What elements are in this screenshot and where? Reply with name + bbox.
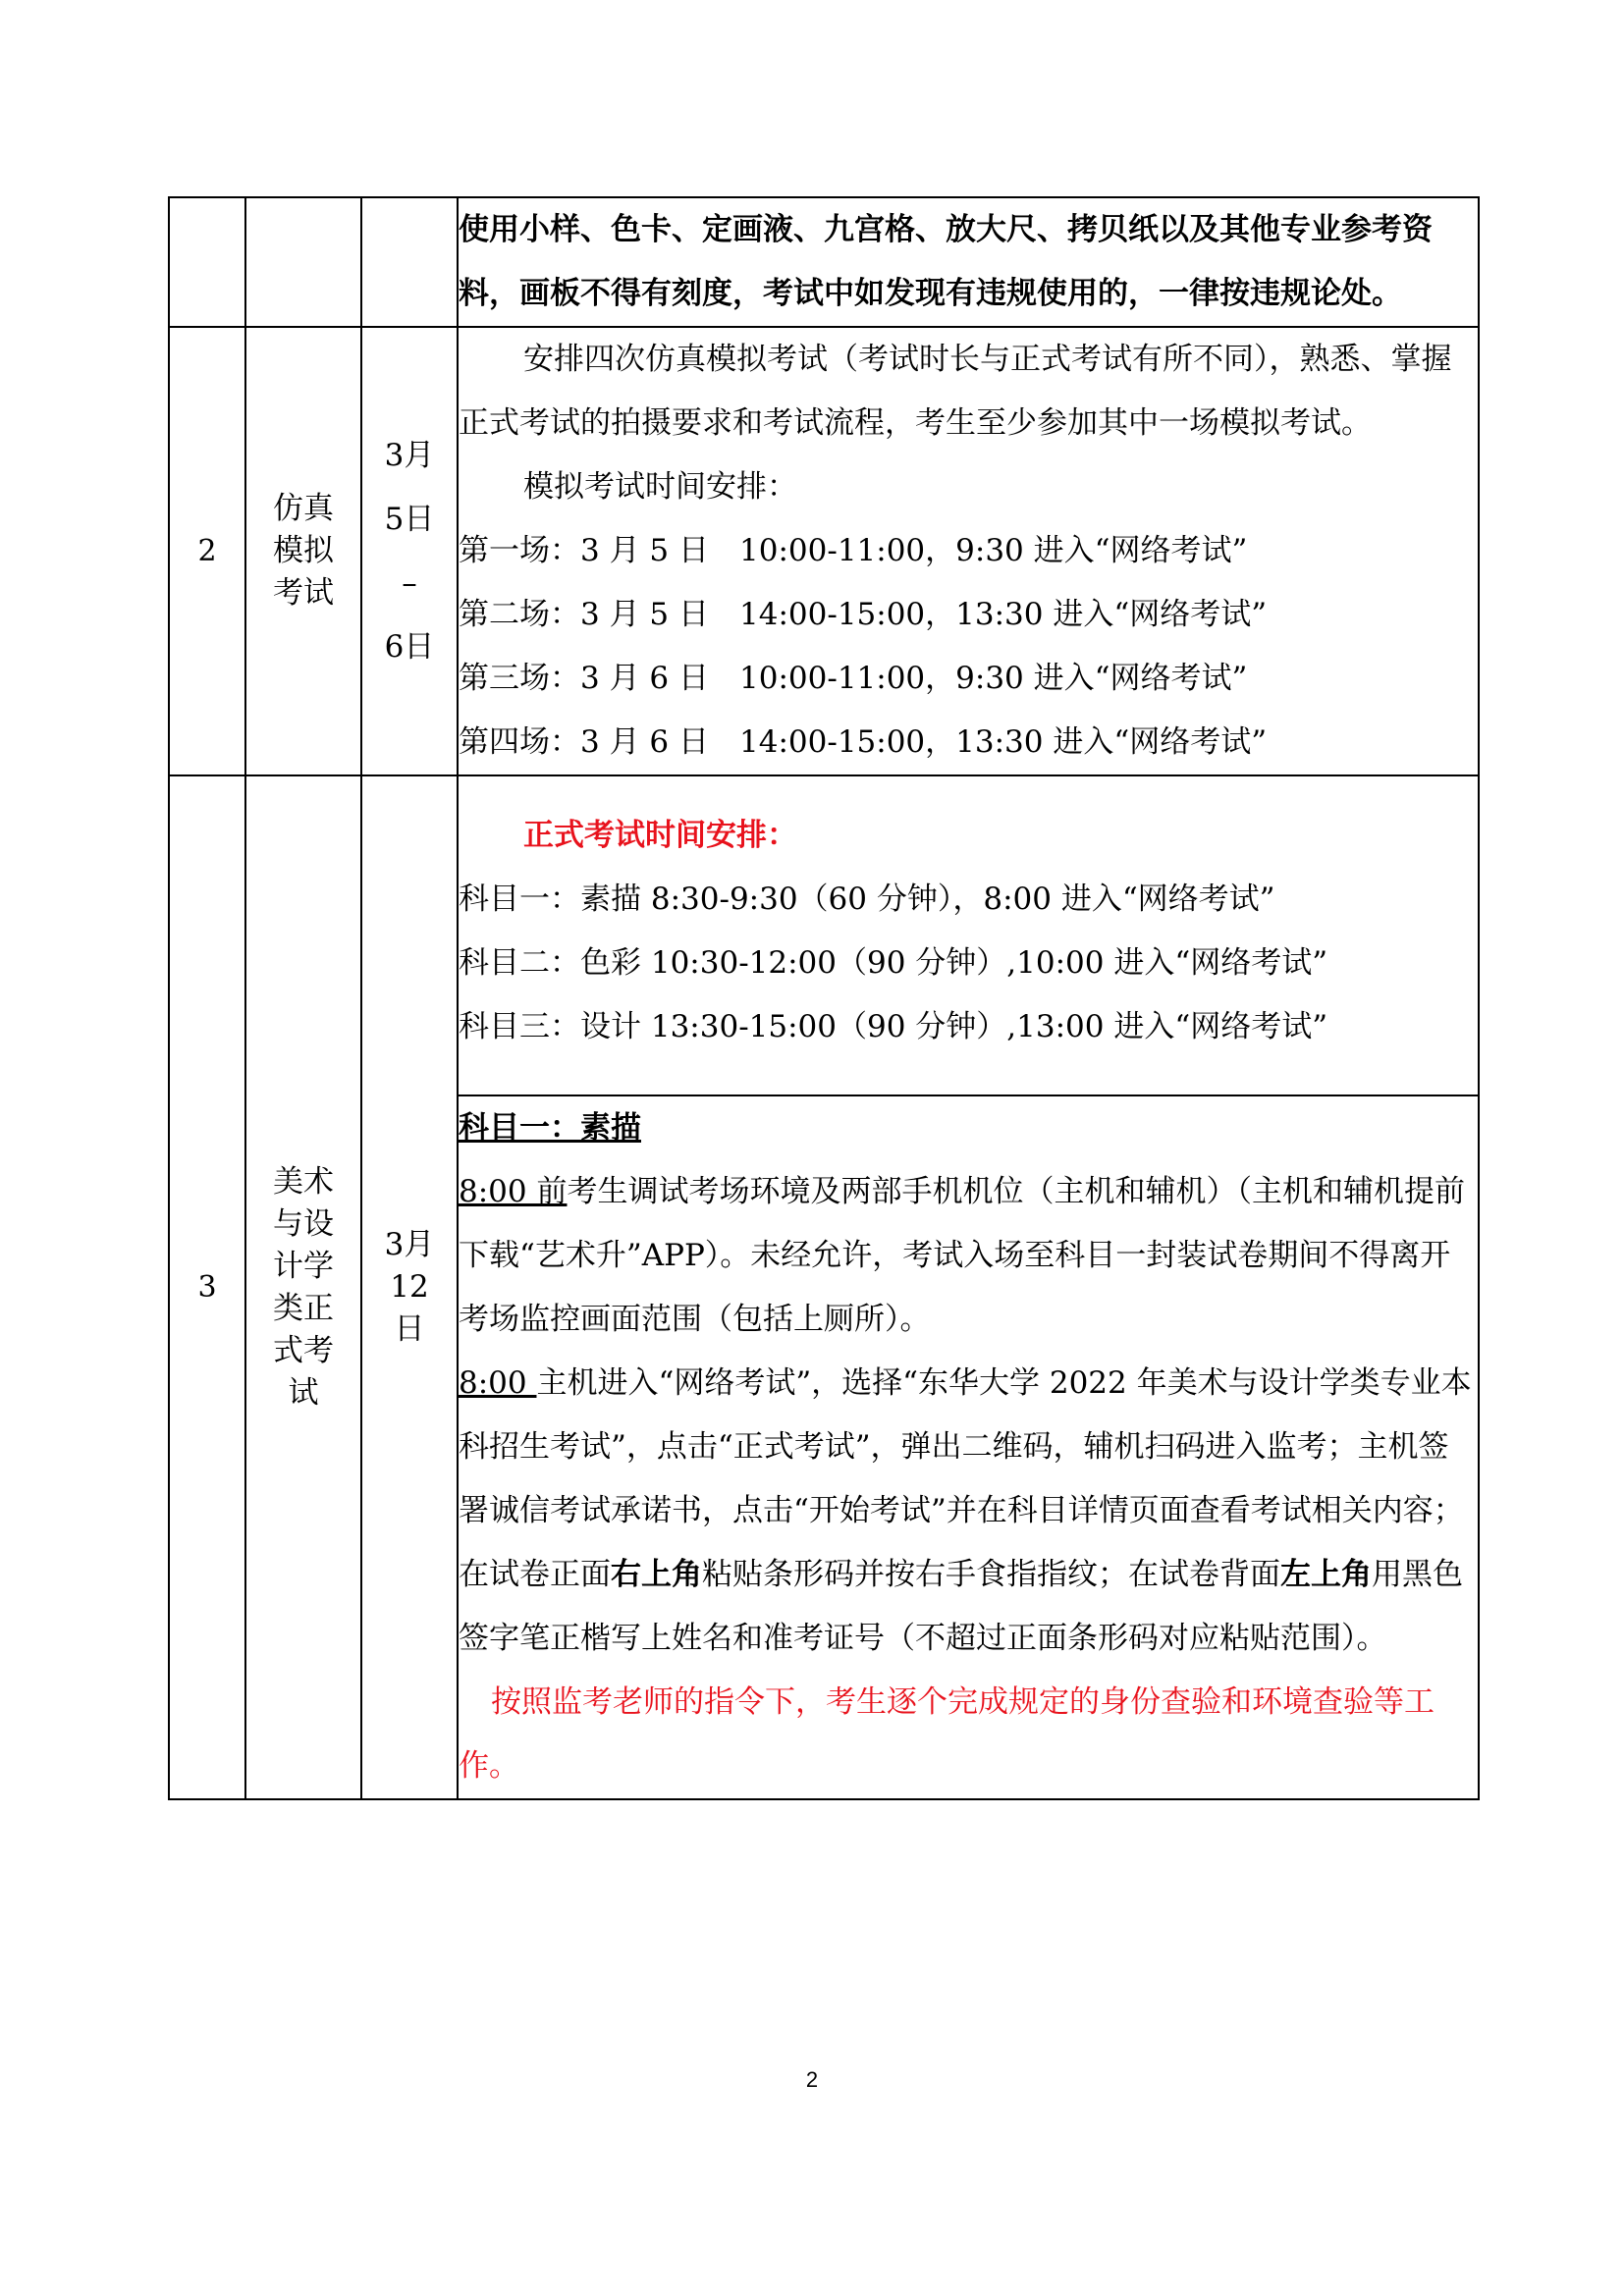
subject-title: 科目一：素描 xyxy=(459,1110,641,1146)
table-row xyxy=(169,327,1479,775)
name-cell xyxy=(245,775,361,1799)
content-cell xyxy=(458,775,1479,1095)
table-row xyxy=(169,197,1479,327)
row-name: 仿真模拟考试 xyxy=(273,491,334,611)
formal-schedule-heading: 正式考试时间安排： xyxy=(523,818,797,853)
row-name: 美术与设计学类正式考试 xyxy=(273,1163,334,1411)
row-date: 3月12日 xyxy=(384,1227,435,1347)
num-cell xyxy=(169,775,245,1799)
procedure-text: 考生调试考场环境及两部手机机位（主机和辅机）（主机和辅机提前下载“艺术升”APP）。未经允许，考试入场至科目一封装试卷期间不得离开考场监控画面范围（包括上厕所）。 xyxy=(459,1174,1465,1337)
emphasis-text: 左上角 xyxy=(1280,1557,1372,1592)
procedure-text: 主机进入“网络考试”，选择“东华大学 2022 年美术与设计学类专业本科招生考试”，点击“正式考试”，弹出二维码，辅机扫码进入监考；主机签署诚信考试承诺书，点击“开始考试”并在科目详情页面查看考试相关内容；在试卷正面 xyxy=(459,1365,1472,1592)
mock-session: 第四场：3 月 6 日 14:00-15:00，13:30 进入“网络考试” xyxy=(459,724,1268,760)
date-line: 3月 xyxy=(384,437,435,473)
row-number: 3 xyxy=(197,1270,217,1305)
subject-schedule: 科目二：色彩 10:30-12:00（90 分钟）,10:00 进入“网络考试” xyxy=(459,945,1328,981)
date-cell xyxy=(361,197,458,327)
subject-schedule: 科目一：素描 8:30-9:30（60 分钟），8:00 进入“网络考试” xyxy=(459,881,1275,917)
num-cell xyxy=(169,327,245,775)
exam-schedule-table xyxy=(168,196,1480,1800)
content-cell xyxy=(458,1095,1479,1799)
name-cell xyxy=(245,197,361,327)
num-cell xyxy=(169,197,245,327)
mock-schedule-heading: 模拟考试时间安排： xyxy=(523,469,797,505)
emphasis-text: 右上角 xyxy=(611,1557,702,1592)
mock-exam-intro: 安排四次仿真模拟考试（考试时长与正式考试有所不同），熟悉、掌握正式考试的拍摄要求和考试流程，考生至少参加其中一场模拟考试。 xyxy=(459,342,1452,441)
mock-session: 第三场：3 月 6 日 10:00-11:00，9:30 进入“网络考试” xyxy=(459,661,1248,696)
date-line: 6日 xyxy=(384,628,435,665)
name-cell xyxy=(245,327,361,775)
subject-schedule: 科目三：设计 13:30-15:00（90 分钟）,13:00 进入“网络考试” xyxy=(459,1009,1328,1044)
time-label: 8:00 xyxy=(459,1365,537,1401)
red-note: 按照监考老师的指令下，考生逐个完成规定的身份查验和环境查验等工作。 xyxy=(459,1684,1435,1784)
date-cell xyxy=(361,327,458,775)
date-line: – xyxy=(402,564,417,601)
row-number: 2 xyxy=(197,534,217,568)
content-cell xyxy=(458,197,1479,327)
procedure-text: 用黑色签字笔正楷写上姓名和准考证号（不超过正面条形码对应粘贴范围）。 xyxy=(459,1557,1463,1656)
procedure-text: 粘贴条形码并按右手食指指纹；在试卷背面 xyxy=(702,1557,1280,1592)
table-row xyxy=(169,775,1479,1095)
time-label: 8:00 前 xyxy=(459,1174,568,1209)
procedure-paragraph xyxy=(459,1160,1478,1352)
procedure-paragraph xyxy=(459,1352,1478,1671)
page-number: 2 xyxy=(805,2067,819,2092)
date-line: 5日 xyxy=(384,501,435,537)
date-cell xyxy=(361,775,458,1799)
content-cell xyxy=(458,327,1479,775)
rules-continuation-text: 使用小样、色卡、定画液、九宫格、放大尺、拷贝纸以及其他专业参考资料，画板不得有刻度，考试中如发现有违规使用的，一律按违规论处。 xyxy=(459,212,1433,311)
mock-session: 第一场：3 月 5 日 10:00-11:00，9:30 进入“网络考试” xyxy=(459,533,1248,568)
mock-session: 第二场：3 月 5 日 14:00-15:00，13:30 进入“网络考试” xyxy=(459,597,1268,632)
